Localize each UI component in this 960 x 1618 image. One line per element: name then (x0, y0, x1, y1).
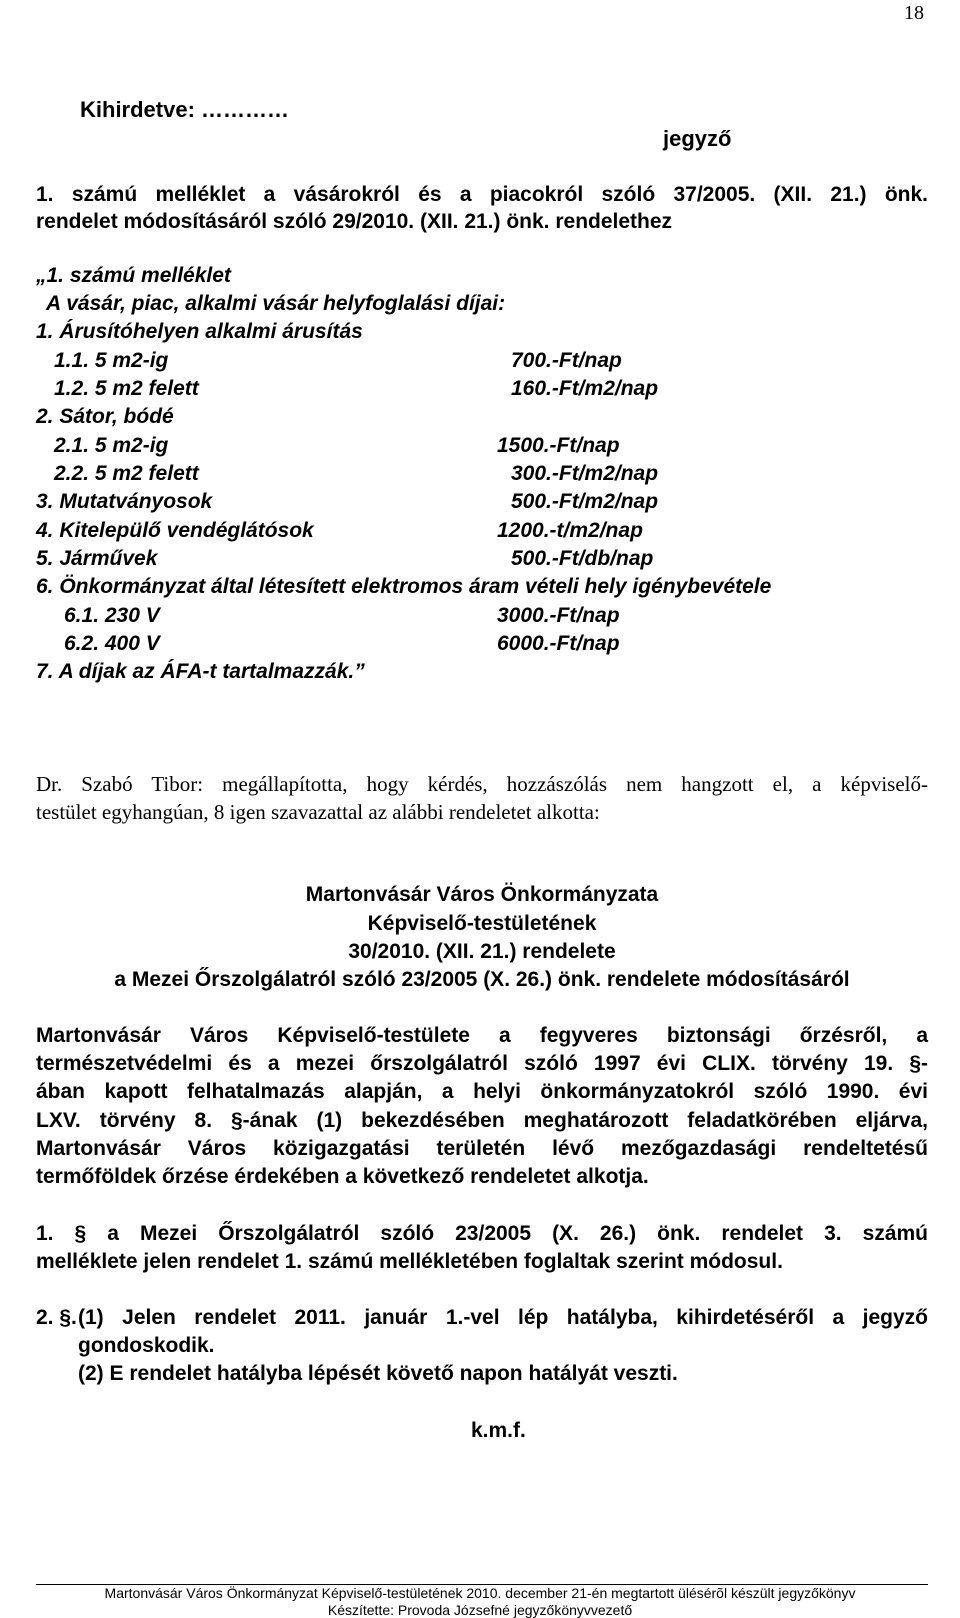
fee-row-value: 500.-Ft/m2/nap (511, 490, 659, 513)
minutes-text-line1: : megállapította, hogy kérdés, hozzászólás nem hangzott el, a képviselő- (197, 772, 929, 796)
preamble-last-line: termőföldek őrzése érdekében a következő rendeletet alkotja. (36, 1165, 649, 1188)
fee-row-value: 1500.-Ft/nap (497, 434, 620, 457)
decree-title-line2: Képviselő-testületének (367, 912, 597, 935)
minutes-line1 (36, 772, 928, 797)
fee-row-value: 500.-Ft/db/nap (511, 547, 654, 570)
decree-title-line3: 30/2010. (XII. 21.) rendelete (348, 940, 616, 963)
annex-section1-title: 1. Árusítóhelyen alkalmi árusítás (36, 320, 363, 343)
preamble-line: Martonvásár Város Képviselő-testülete a fegyveres biztonsági őrzésről, a (36, 1024, 928, 1047)
decree-title-line4: a Mezei Őrszolgálatról szóló 23/2005 (X. 26.) önk. rendelete módosításáról (114, 968, 850, 991)
fee-row-label: 3. Mutatványosok (36, 490, 213, 513)
jegyzo-label: jegyző (663, 126, 732, 151)
section1-line2: melléklete jelen rendelet 1. számú mellékletében foglaltak szerint módosul. (36, 1250, 783, 1273)
minutes-line2: testület egyhangúan, 8 igen szavazattal az alábbi rendeletet alkotta: (36, 800, 600, 824)
fee-row-label: 4. Kitelepülő vendéglátósok (36, 519, 314, 542)
fee-row-label: 6.2. 400 V (64, 632, 160, 655)
fee-row-value: 160.-Ft/m2/nap (511, 377, 659, 400)
annex-heading: „1. számú melléklet (36, 264, 231, 287)
fee-row-value: 6000.-Ft/nap (497, 632, 620, 655)
fee-row-label: 1.2. 5 m2 felett (54, 377, 199, 400)
fee-row-label: 5. Járművek (36, 547, 158, 570)
fee-row-label: 2.2. 5 m2 felett (54, 462, 199, 485)
section1-line1: 1. § a Mezei Őrszolgálatról szóló 23/2005 (X. 26.) önk. rendelet 3. számú (36, 1222, 928, 1245)
fee-row-label: 2. Sátor, bódé (36, 405, 174, 428)
kihirdetve-line: Kihirdetve: ………… (80, 97, 290, 122)
annex-subheading: A vásár, piac, alkalmi vásár helyfoglalási díjai: (46, 292, 506, 315)
annex-intro-line1: 1. számú melléklet a vásárokról és a piacokról szóló 37/2005. (XII. 21.) önk. (36, 183, 928, 206)
speaker-name: Dr. Szabó Tibor (36, 772, 198, 796)
fee-row-label: 7. A díjak az ÁFA-t tartalmazzák.” (36, 660, 365, 683)
preamble-line: ában kapott felhatalmazás alapján, a helyi önkormányzatokról szóló 1990. évi (36, 1080, 928, 1103)
preamble-line: LXV. törvény 8. §-ának (1) bekezdésében meghatározott feladatkörében eljárva, (36, 1109, 928, 1132)
annex-intro-line2: rendelet módosításáról szóló 29/2010. (XII. 21.) önk. rendelethez (36, 210, 673, 233)
page-number: 18 (904, 2, 924, 24)
fee-row-label: 6.1. 230 V (64, 604, 160, 627)
fee-row-label: 2.1. 5 m2-ig (54, 434, 169, 457)
footer-line1: Martonvásár Város Önkormányzat Képviselő-testületének 2010. december 21-én megtartott ülésérõl készült jegyzőkönyv (104, 1585, 856, 1601)
preamble-line: Martonvásár Város közigazgatási területén lévő mezőgazdasági rendeltetésű (36, 1137, 928, 1160)
fee-row-value: 3000.-Ft/nap (497, 604, 620, 627)
decree-title-line1: Martonvásár Város Önkormányzata (305, 883, 659, 906)
section2-number: 2. §. (36, 1306, 77, 1329)
fee-row-value: 1200.-t/m2/nap (497, 519, 643, 542)
section2-p1-line2: gondoskodik. (78, 1334, 215, 1357)
section2-p1-line1: (1) Jelen rendelet 2011. január 1.-vel lép hatályba, kihirdetéséről a jegyző (78, 1306, 928, 1329)
fee-row-value: 300.-Ft/m2/nap (511, 462, 659, 485)
section2-p2: (2) E rendelet hatálybа lépését követő napon hatályát veszti. (78, 1362, 678, 1385)
preamble-line: természetvédelmi és a mezei őrszolgálatról szóló 1997 évi CLIX. törvény 19. §- (36, 1052, 928, 1075)
footer-line2: Készítette: Provoda Józsefné jegyzőkönyvvezető (327, 1602, 633, 1618)
fee-row-label: 1.1. 5 m2-ig (54, 349, 169, 372)
fee-row-label: 6. Önkormányzat által létesített elektromos áram vételi hely igénybevétele (36, 575, 772, 598)
fee-row-value: 700.-Ft/nap (511, 349, 622, 372)
signature-kmf: k.m.f. (471, 1419, 526, 1442)
